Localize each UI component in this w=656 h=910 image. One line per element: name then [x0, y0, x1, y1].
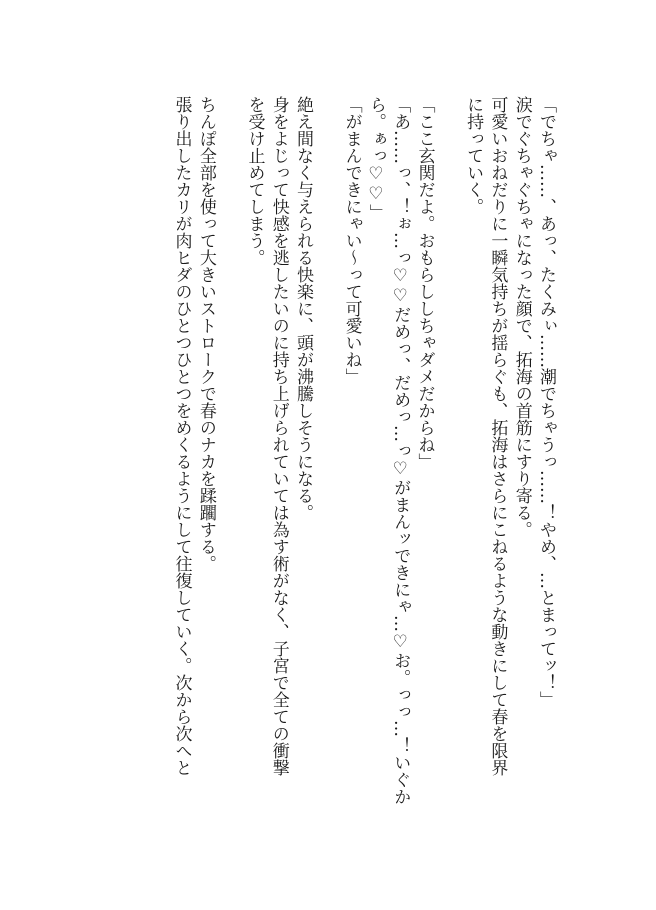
text-line: 「がまんできにゃい～って可愛いね」 [341, 96, 362, 385]
vertical-text-block [169, 96, 558, 856]
text-line: ちんぽ全部を使って大きいストロークで春のナカを蹂躙する。 [195, 96, 216, 572]
text-line: 身をよじって快感を逃したいのに持ち上げられていては為す術がなく、子宮で全ての衝撃 [268, 96, 289, 776]
text-line: に持っていく。 [463, 96, 484, 215]
blank-line [437, 96, 461, 856]
text-line: 可愛いおねだりに一瞬気持ちが揺らぐも、拓海はさらにこねるような動きにして春を限界 [487, 96, 508, 776]
text-line: 「ここ玄関だよ。おもらししちゃダメだからね」 [414, 96, 435, 470]
text-line: 絶え間なく与えられる快楽に、頭が沸騰しそうになる。 [293, 96, 314, 521]
text-line: を受け止めてしまう。 [244, 96, 265, 266]
text-line: 涙でぐちゃぐちゃになった顔で、拓海の首筋にすり寄る。 [511, 96, 532, 538]
text-line: ら。ぁっ♡♡」 [365, 96, 386, 221]
blank-line [218, 96, 242, 856]
text-line: 「でちゃ……、あっ、たくみぃ……潮でちゃうっ……！やめ、…とまってッ！」 [536, 96, 556, 708]
blank-line [315, 96, 339, 856]
text-line: 張り出したカリが肉ヒダのひとつひとつをめくるようにして往復していく。次から次へと [171, 96, 192, 776]
text-line: 「あ……っ、！ぉ…っ♡♡だめっ、だめっ…っ♡がまんッできにゃ…♡お。っっ…！いぐか [390, 96, 411, 805]
